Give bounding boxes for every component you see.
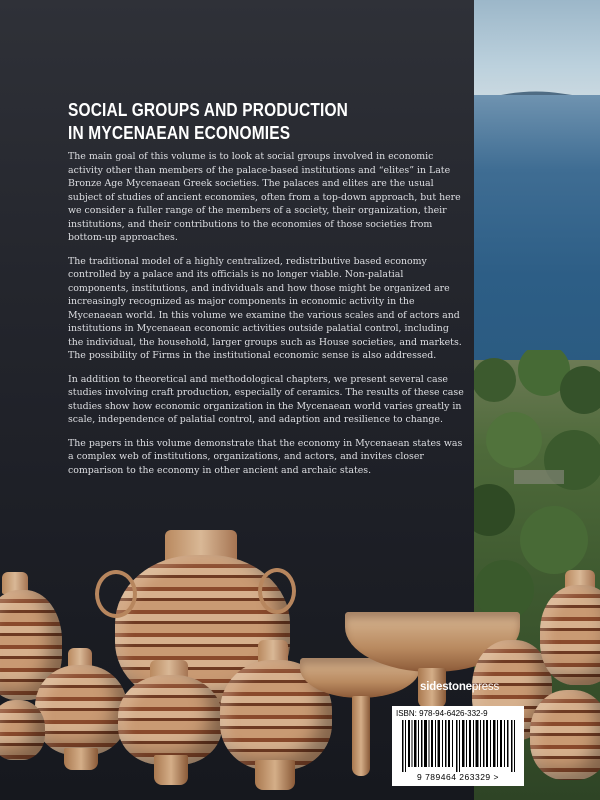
stirrup-jar-foot (255, 760, 295, 790)
blurb-paragraph-3: In addition to theoretical and methodological chapters, we present several case studies involving craft production, especially of ceramics. The results of these case studies show how economic organization in the Mycenaean world varies greatly in scale, independence of palatial control, and adaption and resilience to change. (68, 373, 464, 425)
kylix-stem (352, 696, 370, 776)
small-jar-right (530, 690, 600, 780)
blurb-paragraph-1: The main goal of this volume is to look at social groups involved in economic activity other than members of the palace-based institutions and “elites” in Late Bronze Age Mycenaean Greek societies. The palaces and elites are the usual subject of studies of ancient economies, often from a top-down approach, but here we consider a fuller range of the members of a society, their organization, their institutions, and their contributions to the economies of those societies from bottom-up approaches. (68, 151, 461, 243)
publisher-name: sidestone (420, 681, 472, 693)
jar-foot (64, 748, 98, 770)
isbn-barcode (392, 706, 524, 786)
publisher-suffix: press (471, 681, 500, 693)
barcode-bars (402, 720, 516, 772)
jar (35, 665, 127, 755)
blurb-paragraph-2: The traditional model of a highly centralized, redistributive based economy controlled by a palace and its officials is no longer viable. Non-palatial components, institutions, and individuals and how those might be organized are increasingly recognized as major components in economic activity in the Mycenaean world. In this volume we examine the various scales and of actors and institutions in Mycenaean economic activities outside palatial control, including the individual, the household, larger groups such as House societies, and markets. The possibility of Firms in the institutional economic sense is also addressed. (68, 255, 462, 361)
publisher-logo (420, 681, 499, 693)
title-line-1: SOCIAL GROUPS AND PRODUCTION (68, 100, 349, 120)
alabastron-foot (154, 755, 188, 785)
blurb (68, 150, 464, 487)
blurb-paragraph-4: The papers in this volume demonstrate that the economy in Mycenaean states was a complex web of institutions, organizations, and actors, and invites closer comparison to the economy in other ancient and archaic states. (68, 437, 463, 476)
title-line-2: IN MYCENAEAN ECONOMIES (68, 123, 291, 143)
alabastron (118, 675, 222, 765)
book-title (68, 99, 348, 145)
jar-right (540, 585, 600, 685)
barcode-digits: 9 789464 263329 > (416, 772, 499, 782)
amphora-handle-right (258, 568, 296, 614)
isbn-label: ISBN: 978-94-6426-332-9 (396, 709, 488, 718)
small-jar-left (0, 700, 45, 760)
amphora-handle-left (95, 570, 137, 618)
